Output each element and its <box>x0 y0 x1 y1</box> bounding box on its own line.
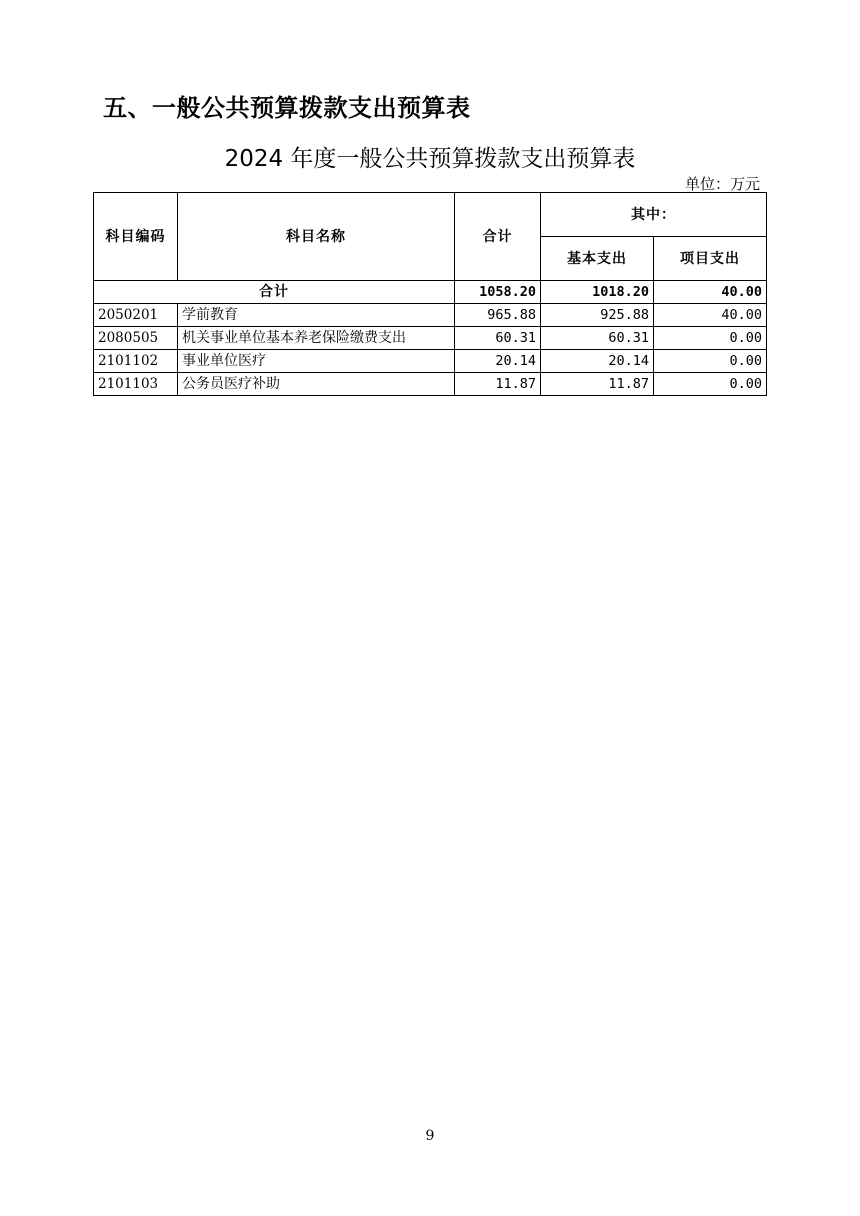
header-of-which: 其中： <box>541 193 767 237</box>
row-total: 20.14 <box>455 350 541 373</box>
unit-label: 单位：万元 <box>684 175 760 193</box>
row-name: 事业单位医疗 <box>178 350 455 373</box>
section-heading: 五、一般公共预算拨款支出预算表 <box>103 94 471 122</box>
row-basic: 925.88 <box>541 304 654 327</box>
row-project: 40.00 <box>654 304 767 327</box>
row-total: 60.31 <box>455 327 541 350</box>
row-code: 2080505 <box>94 327 178 350</box>
total-basic: 1018.20 <box>541 281 654 304</box>
table-row <box>94 327 767 350</box>
row-project: 0.00 <box>654 373 767 396</box>
budget-table <box>93 192 767 396</box>
row-total: 11.87 <box>455 373 541 396</box>
row-project: 0.00 <box>654 327 767 350</box>
page-number: 9 <box>425 1128 435 1144</box>
row-code: 2101103 <box>94 373 178 396</box>
row-project: 0.00 <box>654 350 767 373</box>
header-basic: 基本支出 <box>541 237 654 281</box>
header-row-top <box>94 193 767 237</box>
total-project: 40.00 <box>654 281 767 304</box>
total-label: 合计 <box>94 281 455 304</box>
table-row <box>94 373 767 396</box>
header-total: 合计 <box>455 193 541 281</box>
row-name: 机关事业单位基本养老保险缴费支出 <box>178 327 455 350</box>
row-basic: 11.87 <box>541 373 654 396</box>
row-basic: 20.14 <box>541 350 654 373</box>
total-sum: 1058.20 <box>455 281 541 304</box>
table-row <box>94 350 767 373</box>
row-code: 2101102 <box>94 350 178 373</box>
row-name: 学前教育 <box>178 304 455 327</box>
row-code: 2050201 <box>94 304 178 327</box>
total-row <box>94 281 767 304</box>
row-basic: 60.31 <box>541 327 654 350</box>
header-code: 科目编码 <box>94 193 178 281</box>
header-name: 科目名称 <box>178 193 455 281</box>
table-title: 2024 年度一般公共预算拨款支出预算表 <box>224 146 636 172</box>
header-project: 项目支出 <box>654 237 767 281</box>
table-row <box>94 304 767 327</box>
row-name: 公务员医疗补助 <box>178 373 455 396</box>
row-total: 965.88 <box>455 304 541 327</box>
